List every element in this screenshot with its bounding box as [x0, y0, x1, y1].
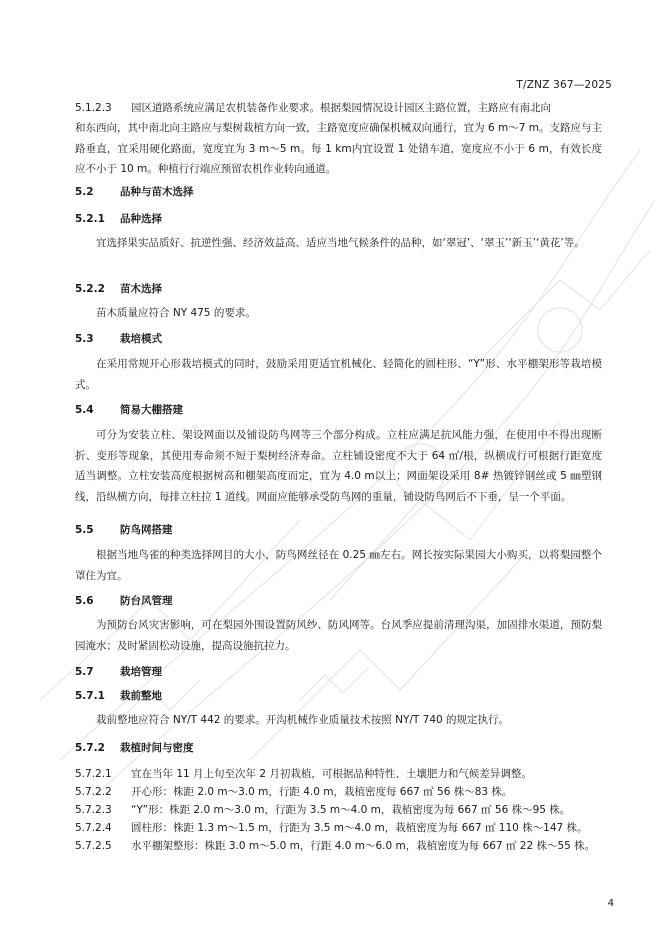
list-item — [75, 784, 512, 800]
section-5-7-heading — [75, 664, 162, 680]
section-number: 5.2.1 — [75, 213, 105, 225]
section-5-2-2-heading — [75, 281, 162, 297]
document-id: T/ZNZ 367—2025 — [516, 79, 612, 91]
list-item — [75, 802, 570, 818]
clause-5-1-2-3-number: 5.1.2.3 — [75, 102, 112, 114]
section-title: 栽培模式 — [120, 333, 162, 345]
section-5-2-1-body: 宜选择果实品质好、抗逆性强、经济效益高、适应当地气候条件的品种，如‘翠冠’、‘翠玉’‘新玉’‘黄花’等。 — [96, 237, 585, 249]
item-number: 5.7.2.3 — [75, 804, 112, 816]
section-number: 5.4 — [75, 404, 94, 416]
section-title: 栽培管理 — [120, 666, 162, 678]
section-title: 品种与苗木选择 — [120, 186, 194, 198]
item-number: 5.7.2.2 — [75, 786, 112, 798]
section-title: 栽植时间与密度 — [120, 742, 194, 754]
item-number: 5.7.2.4 — [75, 822, 112, 834]
item-text: 开心形：株距 2.0 m～3.0 m，行距 4.0 m，栽植密度每 667 ㎡ 56 株～83 株。 — [131, 786, 513, 798]
section-5-4-heading — [75, 402, 183, 418]
section-title: 防鸟网搭建 — [120, 524, 173, 536]
list-item — [75, 838, 595, 854]
item-text: 圆柱形：株距 1.3 m～1.5 m，行距为 3.5 m～4.0 m，栽植密度为每 667 ㎡ 110 株～147 株。 — [131, 822, 588, 834]
section-number: 5.7 — [75, 666, 94, 678]
section-5-7-2-heading — [75, 740, 194, 756]
section-5-4-body: 可分为安装立柱、架设网面以及铺设防鸟网等三个部分构成。立柱应满足抗风能力强，在使用中不得出现断折、变形等现象，其使用寿命须不短于梨树经济寿命。立柱铺设密度不大于 64 ㎡/根，纵横成行可根据行距宽度适当调整。立柱安装高度根据树高和棚架高度而定，宜为 4.0 m以上；网面架设采用 8# 热镀锌钢丝或 5 ㎜塑钢线，沿纵横方向，每排立柱拉 1 道线。网面应能够承受防鸟网的重量，铺设防鸟网后不下垂，呈一个平面。 — [75, 429, 602, 503]
section-title: 栽前整地 — [120, 690, 162, 702]
section-5-5-body: 根据当地鸟雀的种类选择网目的大小，防鸟网丝径在 0.25 ㎜左右。网长按实际果园大小购买，以将梨园整个罩住为宜。 — [75, 549, 602, 582]
item-text: 水平棚架整形：株距 3.0 m～5.0 m，行距 4.0 m～6.0 m，栽植密度为每 667 ㎡ 22 株～55 株。 — [131, 840, 596, 852]
section-5-3-heading — [75, 331, 162, 347]
section-5-5-heading — [75, 522, 173, 538]
section-number: 5.2.2 — [75, 283, 105, 295]
section-5-6-body: 为预防台风灾害影响，可在梨园外围设置防风纱、防风网等。台风季应提前清理沟渠，加固排水渠道，预防梨园淹水；及时紧固松动设施，提高设施抗拉力。 — [75, 619, 602, 652]
section-number: 5.2 — [75, 186, 94, 198]
section-number: 5.7.2 — [75, 742, 105, 754]
list-item — [75, 820, 588, 836]
section-5-7-1-body: 栽前整地应符合 NY/T 442 的要求。开沟机械作业质量技术按照 NY/T 740 的规定执行。 — [96, 714, 510, 726]
section-title: 苗木选择 — [120, 283, 162, 295]
section-5-2-2-body: 苗木质量应符合 NY 475 的要求。 — [96, 307, 256, 319]
section-5-2-1-heading — [75, 211, 162, 227]
item-number: 5.7.2.5 — [75, 840, 112, 852]
section-title: 防台风管理 — [120, 595, 173, 607]
item-number: 5.7.2.1 — [75, 768, 112, 780]
item-text: “Y”形：株距 2.0 m～3.0 m，行距为 3.5 m～4.0 m，栽植密度为每 667 ㎡ 56 株～95 株。 — [131, 804, 571, 816]
clause-5-1-2-3-first-line: 园区道路系统应满足农机装备作业要求。根据梨园情况设计园区主路位置，主路应有南北向 — [131, 102, 551, 114]
section-5-2-heading — [75, 184, 194, 200]
section-number: 5.6 — [75, 595, 94, 607]
page-number: 4 — [607, 898, 614, 909]
list-item — [75, 766, 532, 782]
section-5-3-body: 在采用常规开心形栽培模式的同时，鼓励采用更适宜机械化、轻简化的圆柱形、“Y”形、水平棚架形等栽培模式。 — [75, 358, 602, 391]
section-number: 5.3 — [75, 333, 94, 345]
section-number: 5.5 — [75, 524, 94, 536]
item-text: 宜在当年 11 月上旬至次年 2 月初栽植，可根据品种特性、土壤肥力和气候差异调整。 — [131, 768, 532, 780]
section-title: 品种选择 — [120, 213, 162, 225]
section-5-6-heading — [75, 593, 173, 609]
section-number: 5.7.1 — [75, 690, 105, 702]
clause-5-1-2-3-body: 和东西向，其中南北向主路应与梨树栽植方向一致，主路宽度应确保机械双向通行，宜为 6 m～7 m。支路应与主路垂直，宜采用硬化路面，宽度宜为 3 m～5 m。每 1 km内宜设置 1 处错车道，宽度应不小于 6 m，有效长度应不小于 10 m。种植行行端应预留农机作业转向通道。 — [75, 122, 602, 175]
section-title: 简易大棚搭建 — [120, 404, 183, 416]
section-5-7-1-heading — [75, 688, 162, 704]
